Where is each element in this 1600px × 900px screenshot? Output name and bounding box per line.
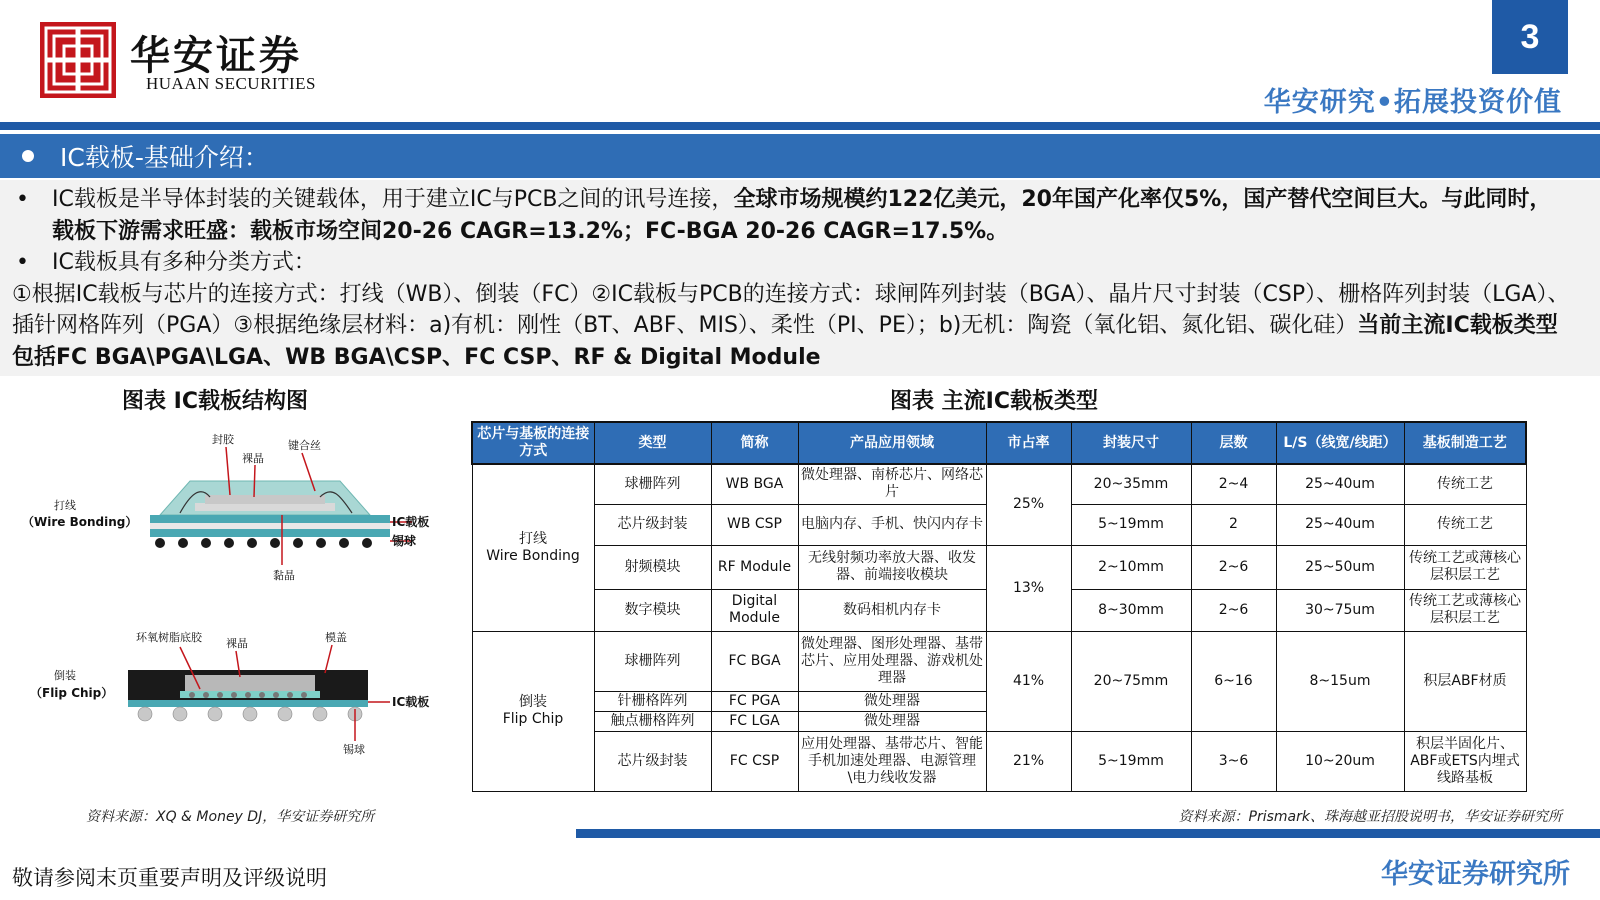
cell-process: 传统工艺或薄核心层积层工艺: [1404, 545, 1526, 589]
cell-share: 25%: [986, 464, 1071, 545]
label-die: 裸晶: [242, 452, 264, 465]
ic-substrate-types-table: [471, 421, 1527, 792]
label-substrate-fc: IC载板: [392, 695, 430, 709]
cell-application: 微处理器: [798, 691, 986, 711]
table-row: [472, 631, 1526, 691]
label-substrate-wb: IC载板: [392, 515, 430, 529]
wire-bonding-package: [22, 432, 429, 582]
header-tagline: 华安研究•拓展投资价值: [1263, 87, 1562, 118]
intro-classification-text: ①根据IC载板与芯片的连接方式：打线（WB）、倒装（FC）②IC载板与PCB的连接方式：球闸阵列封装（BGA）、晶片尺寸封装（CSP）、栅格阵列封装（LGA）、插针网格阵列（PGA）③根据绝缘层材料：a)有机：刚性（BT、ABF、MIS）、柔性（PI、PE）；b)无机：陶瓷（氧化铝、氮化铝、碳化硅）: [12, 281, 1570, 338]
huaan-logo-icon: [40, 22, 116, 98]
cell-size: 5~19mm: [1071, 504, 1191, 545]
cell-size: 20~35mm: [1071, 464, 1191, 504]
cell-type: 球栅阵列: [594, 464, 711, 504]
table-row: [472, 731, 1526, 791]
figure-right-source: 资料来源：Prismark、珠海越亚招股说明书，华安证券研究所: [1178, 809, 1562, 825]
cell-application: 微处理器、南桥芯片、网络芯片: [798, 464, 986, 504]
cell-layers: 2~4: [1191, 464, 1276, 504]
footer-disclaimer: 敬请参阅末页重要声明及评级说明: [12, 866, 327, 890]
cell-share: 13%: [986, 545, 1071, 631]
cell-ls: 25~40um: [1276, 504, 1404, 545]
label-solder-ball-fc: 锡球: [343, 743, 365, 756]
page-number: 3: [1492, 0, 1568, 74]
cell-ls: 30~75um: [1276, 589, 1404, 631]
label-die-attach: 黏晶: [273, 569, 295, 582]
cell-type: 射频模块: [594, 545, 711, 589]
cell-abbr: FC PGA: [711, 691, 798, 711]
flip-chip-package: [30, 630, 429, 756]
col-header-ls: L/S（线宽/线距）: [1276, 422, 1404, 464]
group-wire-bonding-en: Wire Bonding: [486, 547, 580, 564]
cell-layers: 6~16: [1191, 631, 1276, 731]
label-lid: 模盖: [325, 631, 347, 644]
table-row: [472, 464, 1526, 504]
cell-layers: 2~6: [1191, 545, 1276, 589]
cell-type: 数字模块: [594, 589, 711, 631]
col-header-abbr: 简称: [711, 422, 798, 464]
label-wire-bonding-en: （Wire Bonding）: [22, 515, 138, 529]
figure-left-source: 资料来源：XQ & Money DJ，华安证券研究所: [86, 809, 375, 825]
label-die-fc: 裸晶: [226, 637, 248, 650]
intro-text-block: [0, 180, 1600, 376]
cell-size: 20~75mm: [1071, 631, 1191, 731]
col-header-type: 类型: [594, 422, 711, 464]
cell-layers: 3~6: [1191, 731, 1276, 791]
col-header-share: 市占率: [986, 422, 1071, 464]
intro-bullet-1: [12, 184, 1570, 247]
col-header-application: 产品应用领域: [798, 422, 986, 464]
label-flip-chip-cn: 倒装: [54, 669, 76, 682]
logo-english-name: HUAAN SECURITIES: [146, 74, 316, 93]
cell-abbr: FC BGA: [711, 631, 798, 691]
cell-abbr: RF Module: [711, 545, 798, 589]
cell-size: 2~10mm: [1071, 545, 1191, 589]
group-flip-chip: [472, 631, 594, 791]
group-flip-chip-en: Flip Chip: [502, 711, 564, 727]
col-header-process: 基板制造工艺: [1404, 422, 1526, 464]
cell-application: 微处理器: [798, 711, 986, 731]
table-header-row: [472, 422, 1526, 464]
cell-application: 微处理器、图形处理器、基带芯片、应用处理器、游戏机处理器: [798, 631, 986, 691]
cell-ls: 25~40um: [1276, 464, 1404, 504]
cell-type: 触点栅格阵列: [594, 711, 711, 731]
table-row: [472, 545, 1526, 589]
cell-type: 针栅格阵列: [594, 691, 711, 711]
cell-share: 41%: [986, 631, 1071, 731]
cell-share: 21%: [986, 731, 1071, 791]
cell-application: 电脑内存、手机、快闪内存卡: [798, 504, 986, 545]
cell-abbr: FC LGA: [711, 711, 798, 731]
label-flip-chip-en: （Flip Chip）: [30, 686, 114, 700]
cell-size: 8~30mm: [1071, 589, 1191, 631]
bullet-dot-icon: [22, 150, 34, 162]
cell-process: 积层半固化片、ABF或ETS内埋式线路基板: [1404, 731, 1526, 791]
cell-layers: 2: [1191, 504, 1276, 545]
cell-process: 传统工艺: [1404, 464, 1526, 504]
cell-ls: 25~50um: [1276, 545, 1404, 589]
group-wire-bonding-cn: 打线: [519, 530, 547, 547]
ic-substrate-structure-diagram: [22, 425, 460, 785]
cell-process: 积层ABF材质: [1404, 631, 1526, 731]
figure-right-title: 图表 主流IC载板类型: [890, 389, 1098, 414]
intro-classification: [12, 279, 1570, 374]
label-encapsulant: 封胶: [212, 433, 234, 446]
col-header-connection: 芯片与基板的连接方式: [472, 422, 594, 464]
cell-application: 数码相机内存卡: [798, 589, 986, 631]
group-flip-chip-cn: 倒装: [519, 694, 547, 710]
col-header-size: 封装尺寸: [1071, 422, 1191, 464]
label-underfill: 环氧树脂底胶: [136, 631, 202, 644]
intro-mainstream-types: 当前主流IC载板类型包括FC BGA\PGA\LGA、WB BGA\CSP、FC CSP、RF & Digital Module: [12, 313, 1558, 370]
figure-left-title: 图表 IC载板结构图: [122, 389, 308, 414]
label-wire-bonding-cn: 打线: [54, 499, 76, 512]
cell-abbr: WB BGA: [711, 464, 798, 504]
footer-organization: 华安证券研究所: [1381, 859, 1570, 890]
cell-type: 芯片级封装: [594, 731, 711, 791]
cell-layers: 2~6: [1191, 589, 1276, 631]
cell-abbr: FC CSP: [711, 731, 798, 791]
group-wire-bonding: [472, 464, 594, 631]
label-solder-ball-wb: 锡球: [392, 534, 417, 548]
header-divider: [0, 122, 1600, 130]
intro-bullet-2: • IC载板具有多种分类方式：: [12, 247, 1570, 279]
section-title: IC载板-基础介绍：: [60, 143, 269, 172]
cell-process: 传统工艺: [1404, 504, 1526, 545]
cell-abbr: Digital Module: [711, 589, 798, 631]
cell-type: 芯片级封装: [594, 504, 711, 545]
cell-ls: 10~20um: [1276, 731, 1404, 791]
col-header-layers: 层数: [1191, 422, 1276, 464]
cell-type: 球栅阵列: [594, 631, 711, 691]
logo-chinese-name: 华安证券: [130, 32, 302, 79]
cell-size: 5~19mm: [1071, 731, 1191, 791]
footer-divider: [576, 829, 1600, 838]
intro-bullet-1-bold: 全球市场规模约122亿美元，20年国产化率仅5%，国产替代空间巨大。与此同时，载板下游需求旺盛：载板市场空间20-26 CAGR=13.2%；FC-BGA 20-26 CAGR=17.5%。: [52, 187, 1552, 244]
intro-bullet-1-text: IC载板是半导体封装的关键载体，用于建立IC与PCB之间的讯号连接，: [52, 187, 734, 212]
cell-process: 传统工艺或薄核心层积层工艺: [1404, 589, 1526, 631]
label-bond-wire: 键合丝: [288, 439, 321, 452]
cell-application: 无线射频功率放大器、收发器、前端接收模块: [798, 545, 986, 589]
cell-application: 应用处理器、基带芯片、智能手机加速处理器、电源管理\电力线收发器: [798, 731, 986, 791]
cell-ls: 8~15um: [1276, 631, 1404, 731]
cell-abbr: WB CSP: [711, 504, 798, 545]
section-title-bar: [0, 134, 1600, 178]
